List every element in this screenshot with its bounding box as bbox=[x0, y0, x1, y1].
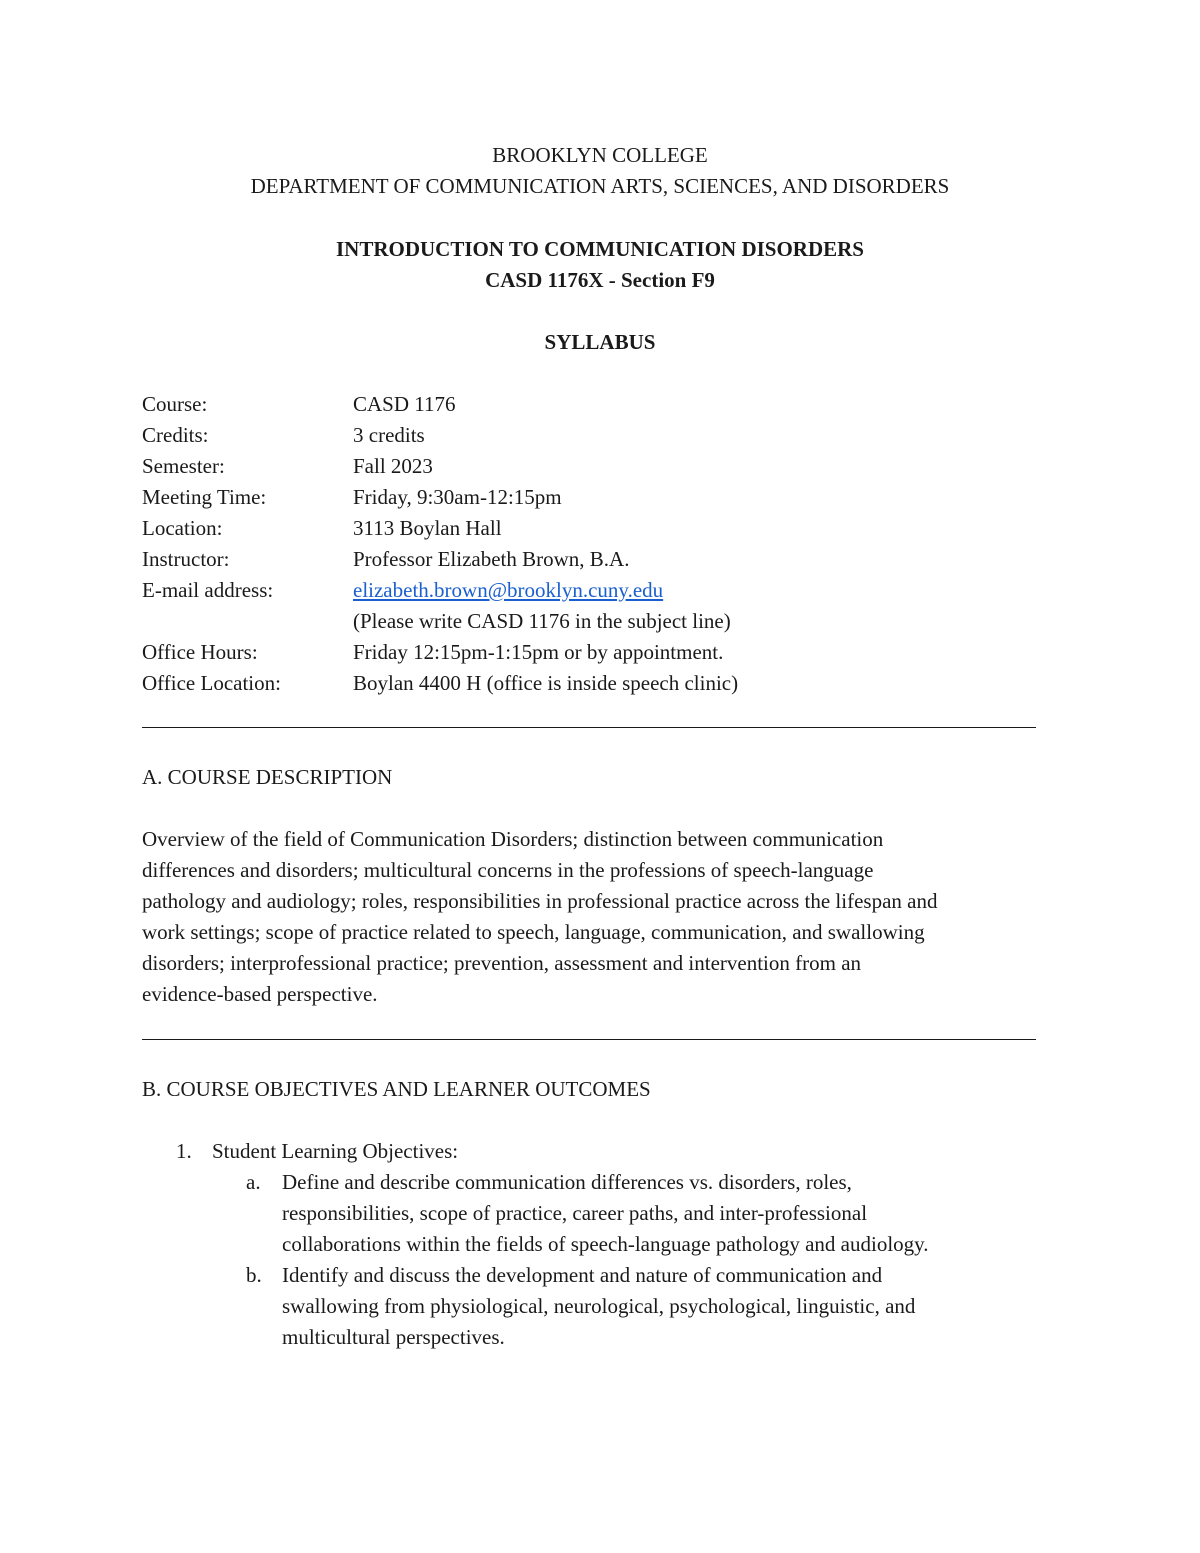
description-line: differences and disorders; multicultural concerns in the professions of speech-language bbox=[142, 858, 874, 882]
info-row-office-location bbox=[142, 668, 738, 699]
info-label: Course: bbox=[142, 392, 208, 416]
college-name: BROOKLYN COLLEGE bbox=[492, 143, 708, 167]
sublist-line: collaborations within the fields of speech-language pathology and audiology. bbox=[282, 1232, 929, 1256]
info-row-location bbox=[142, 513, 738, 544]
sublist-line: responsibilities, scope of practice, career paths, and inter-professional bbox=[282, 1201, 868, 1225]
info-label: Office Hours: bbox=[142, 640, 258, 664]
department-name: DEPARTMENT OF COMMUNICATION ARTS, SCIENCES, AND DISORDERS bbox=[250, 174, 950, 198]
info-value: Fall 2023 bbox=[353, 454, 433, 478]
sublist-item bbox=[282, 1260, 1022, 1353]
course-code: CASD 1176X - Section F9 bbox=[485, 268, 715, 292]
list-number: 1. bbox=[176, 1139, 192, 1163]
course-title: INTRODUCTION TO COMMUNICATION DISORDERS bbox=[336, 237, 864, 261]
document-title: SYLLABUS bbox=[544, 330, 656, 354]
email-link[interactable]: elizabeth.brown@brooklyn.cuny.edu bbox=[353, 578, 664, 602]
course-description bbox=[142, 824, 1042, 1010]
horizontal-rule bbox=[142, 727, 1036, 728]
info-row-instructor bbox=[142, 544, 738, 575]
info-row-office-hours bbox=[142, 637, 738, 668]
info-label: Office Location: bbox=[142, 671, 281, 695]
sublist-line: swallowing from physiological, neurological, psychological, linguistic, and bbox=[282, 1294, 916, 1318]
info-value: (Please write CASD 1176 in the subject line) bbox=[353, 609, 731, 633]
sublist-line: Define and describe communication differences vs. disorders, roles, bbox=[282, 1170, 852, 1194]
info-value: Friday 12:15pm-1:15pm or by appointment. bbox=[353, 640, 724, 664]
description-line: pathology and audiology; roles, responsibilities in professional practice across the lifespan and bbox=[142, 889, 938, 913]
info-value: Friday, 9:30am-12:15pm bbox=[353, 485, 562, 509]
sublist-line: Identify and discuss the development and nature of communication and bbox=[282, 1263, 883, 1287]
info-label: Meeting Time: bbox=[142, 485, 267, 509]
description-line: disorders; interprofessional practice; prevention, assessment and intervention from an bbox=[142, 951, 862, 975]
description-line: work settings; scope of practice related to speech, language, communication, and swallowing bbox=[142, 920, 925, 944]
sublist-letter: b. bbox=[246, 1263, 262, 1287]
sublist-line: multicultural perspectives. bbox=[282, 1325, 505, 1349]
info-value: 3 credits bbox=[353, 423, 425, 447]
info-value: 3113 Boylan Hall bbox=[353, 516, 502, 540]
info-row-semester bbox=[142, 451, 738, 482]
info-row-email-note bbox=[142, 606, 738, 637]
info-label: Semester: bbox=[142, 454, 225, 478]
info-label: Location: bbox=[142, 516, 223, 540]
description-line: evidence-based perspective. bbox=[142, 982, 378, 1006]
info-label bbox=[142, 606, 353, 637]
course-info-table bbox=[142, 389, 738, 699]
info-value: Professor Elizabeth Brown, B.A. bbox=[353, 547, 630, 571]
horizontal-rule bbox=[142, 1039, 1036, 1040]
info-value: Boylan 4400 H (office is inside speech clinic) bbox=[353, 671, 739, 695]
section-a-heading: A. COURSE DESCRIPTION bbox=[142, 765, 393, 789]
sublist-letter: a. bbox=[246, 1170, 261, 1194]
info-value: CASD 1176 bbox=[353, 392, 456, 416]
sublist-item bbox=[282, 1167, 1022, 1260]
info-row-course bbox=[142, 389, 738, 420]
info-row-credits bbox=[142, 420, 738, 451]
info-row-meeting-time bbox=[142, 482, 738, 513]
info-row-email bbox=[142, 575, 738, 606]
info-label: E-mail address: bbox=[142, 578, 274, 602]
info-label: Instructor: bbox=[142, 547, 230, 571]
info-value-container bbox=[353, 575, 663, 606]
description-line: Overview of the field of Communication Disorders; distinction between communication bbox=[142, 827, 884, 851]
info-label: Credits: bbox=[142, 423, 209, 447]
list-item-text: Student Learning Objectives: bbox=[212, 1139, 459, 1163]
section-b-heading: B. COURSE OBJECTIVES AND LEARNER OUTCOMES bbox=[142, 1077, 651, 1101]
